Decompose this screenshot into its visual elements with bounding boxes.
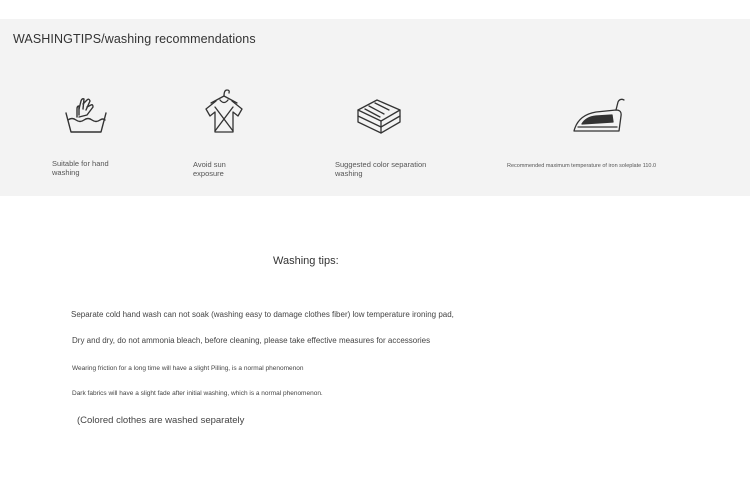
- tip-line-4: Dark fabrics will have a slight fade after initial washing, which is a normal phenomenon.: [72, 390, 323, 397]
- avoid-sun-caption-line1: Avoid sun: [193, 160, 226, 169]
- tip-line-2: Dry and dry, do not ammonia bleach, before cleaning, please take effective measures for accessories: [72, 336, 431, 345]
- page-title: WASHINGTIPS/washing recommendations: [13, 32, 256, 46]
- color-separation-caption-line2: washing: [335, 169, 363, 178]
- color-separation-icon: [355, 94, 403, 136]
- hand-wash-icon: [63, 95, 109, 135]
- avoid-sun-icon: [203, 87, 245, 137]
- hand-wash-caption-line2: washing: [52, 168, 80, 177]
- iron-icon: [572, 97, 626, 135]
- avoid-sun-caption: [193, 160, 226, 178]
- iron-caption: [507, 163, 656, 170]
- tip-line-5: (Colored clothes are washed separately: [77, 415, 245, 426]
- top-strip: [0, 0, 750, 19]
- tip-line-1: Separate cold hand wash can not soak (washing easy to damage clothes fiber) low temperature ironing pad,: [71, 310, 454, 319]
- care-band: [0, 19, 750, 196]
- avoid-sun-caption-line2: exposure: [193, 169, 224, 178]
- color-separation-caption: [335, 160, 426, 178]
- tip-line-3: Wearing friction for a long time will have a slight Pilling, is a normal phenomenon: [72, 365, 304, 372]
- color-separation-caption-line1: Suggested color separation: [335, 160, 427, 169]
- hand-wash-caption-line1: Suitable for hand: [52, 159, 109, 168]
- washing-tips-heading: Washing tips:: [273, 255, 339, 267]
- iron-caption-line1: Recommended maximum temperature of iron soleplate 110.0: [507, 163, 657, 169]
- hand-wash-caption: [52, 159, 109, 177]
